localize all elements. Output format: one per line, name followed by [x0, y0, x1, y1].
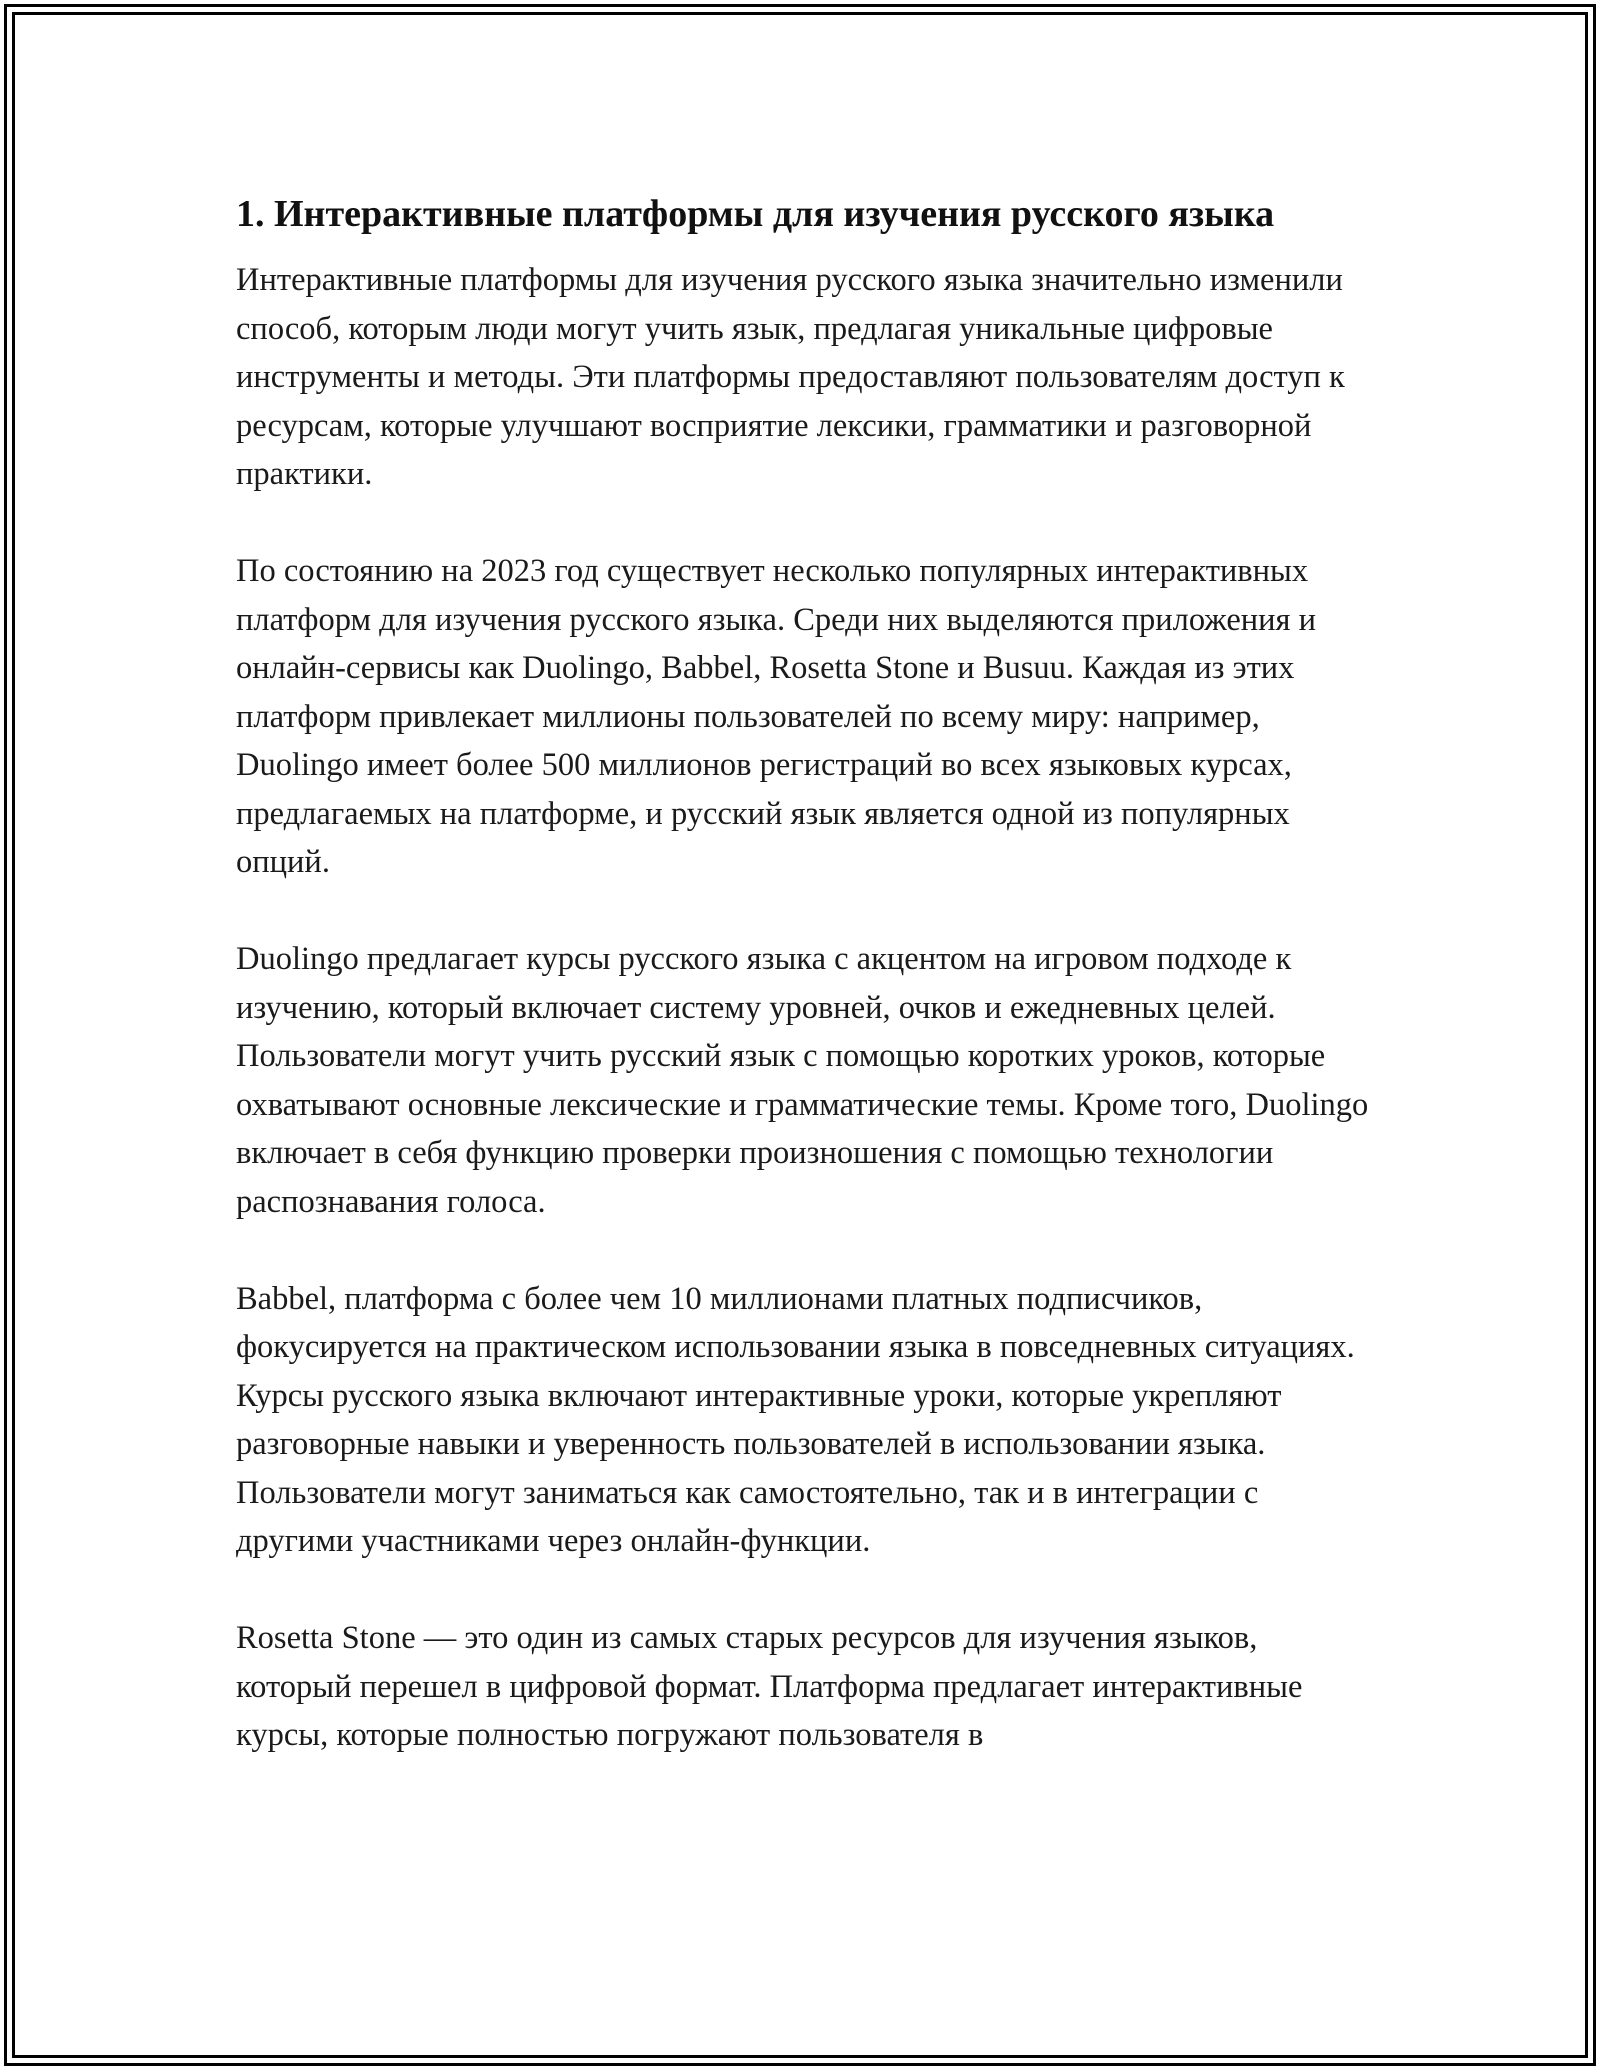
paragraph-duolingo: Duolingo предлагает курсы русского языка с акцентом на игровом подходе к изучению, который включает систему уровней, очков и ежедневных целей. Пользователи могут учить русский язык с помощью коротких уроков, которые охватывают основные лексические и грамматические темы. Кроме того, Duolingo включает в себя функцию проверки произношения с помощью технологии распознавания голоса.: [236, 941, 1369, 1220]
section-heading: 1. Интерактивные платформы для изучения русского языка: [236, 193, 1275, 235]
paragraph-babbel: Babbel, платформа с более чем 10 миллионами платных подписчиков, фокусируется на практическом использовании языка в повседневных ситуациях. Курсы русского языка включают интерактивные уроки, которые укрепляют разговорные навыки и уверенность пользователей в использовании языка. Пользователи могут заниматься как самостоятельно, так и в интеграции с другими участниками через онлайн-функции.: [236, 1280, 1355, 1559]
paragraph-intro: Интерактивные платформы для изучения русского языка значительно изменили способ, которым люди могут учить язык, предлагая уникальные цифровые инструменты и методы. Эти платформы предоставляют пользователям доступ к ресурсам, которые улучшают восприятие лексики, грамматики и разговорной практики.: [236, 262, 1345, 492]
paragraph-platforms-2023: По состоянию на 2023 год существует несколько популярных интерактивных платформ для изучения русского языка. Среди них выделяются приложения и онлайн-сервисы как Duolingo, Babbel, Rosetta Stone и Busuu. Каждая из этих платформ привлекает миллионы пользователей по всему миру: например, Duolingo имеет более 500 миллионов регистраций во всех языковых курсах, предлагаемых на платформе, и русский язык является одной из популярных опций.: [236, 553, 1317, 880]
document-body: [236, 186, 1376, 1760]
paragraph-rosetta-stone: Rosetta Stone — это один из самых старых ресурсов для изучения языков, который перешел в цифровой формат. Платформа предлагает интерактивные курсы, которые полностью погружают пользователя в: [236, 1620, 1303, 1753]
